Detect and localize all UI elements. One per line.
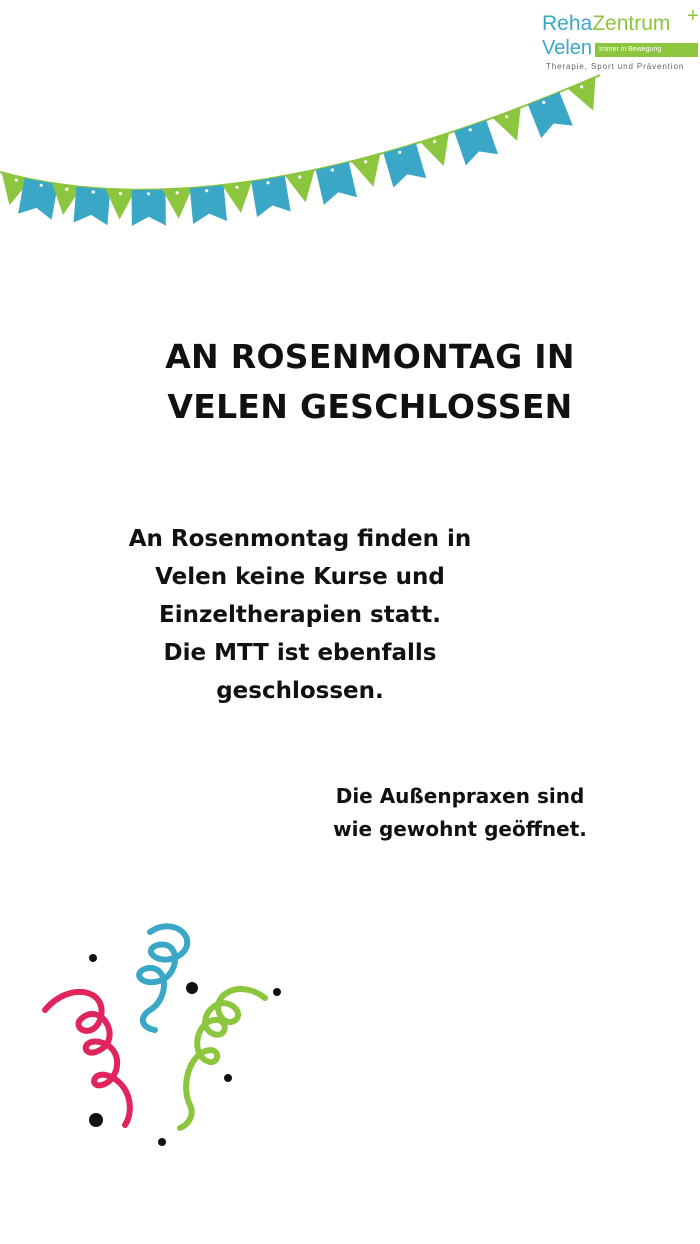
flag-ring <box>505 115 508 118</box>
outposts-line: Die Außenpraxen sind <box>335 784 585 808</box>
confetti-dot <box>273 988 281 996</box>
notice-line: Velen keine Kurse und <box>155 564 445 590</box>
bunting-garland-icon <box>0 70 700 260</box>
green-streamer <box>180 989 265 1128</box>
page-title <box>100 332 640 432</box>
title-line-2: VELEN GESCHLOSSEN <box>167 387 573 426</box>
flag-ring <box>235 186 238 189</box>
flag-ring <box>92 190 95 193</box>
flag-ring <box>398 151 401 154</box>
notice-line: Einzeltherapien statt. <box>159 602 441 628</box>
notice-line: Die MTT ist ebenfalls <box>163 640 437 666</box>
flag-ring <box>298 175 301 178</box>
confetti-dot <box>89 954 97 962</box>
rehazentrum-logo <box>540 6 700 76</box>
flag-ring <box>266 181 269 184</box>
blue-streamer <box>139 926 187 1030</box>
flag-ring <box>40 184 43 187</box>
bunting-flag <box>454 120 498 165</box>
bunting-flag <box>568 77 607 116</box>
flag-ring <box>15 179 18 182</box>
bunting-flag <box>222 181 256 215</box>
bunting-flag <box>285 170 320 205</box>
title-line-1: AN ROSENMONTAG IN <box>165 337 575 376</box>
logo-wordmark <box>542 12 670 36</box>
confetti-dot <box>224 1074 232 1082</box>
logo-velen: Velen <box>542 37 593 59</box>
bunting-flag <box>420 133 458 171</box>
flag-ring <box>147 192 150 195</box>
outposts-notice <box>290 780 630 846</box>
logo-reha: Reha <box>542 12 593 35</box>
confetti-dot <box>158 1138 166 1146</box>
bunting-flag <box>528 92 573 138</box>
confetti-dot <box>89 1113 103 1127</box>
flag-ring <box>65 188 68 191</box>
flag-ring <box>331 168 334 171</box>
confetti-streamers-icon <box>30 910 300 1160</box>
flag-ring <box>176 191 179 194</box>
flag-ring <box>580 85 583 88</box>
pink-streamer <box>45 992 130 1125</box>
flag-ring <box>542 101 545 104</box>
bunting-flag <box>190 185 227 224</box>
flag-ring <box>364 160 367 163</box>
logo-badge: Immer in Bewegung <box>595 43 698 57</box>
bunting-flag <box>251 176 290 217</box>
confetti-dot <box>186 982 198 994</box>
flag-ring <box>469 128 472 131</box>
flag-ring <box>119 192 122 195</box>
outposts-line: wie gewohnt geöffnet. <box>333 817 587 841</box>
bunting-flag <box>493 107 532 146</box>
flag-ring <box>205 189 208 192</box>
notice-line: geschlossen. <box>216 678 384 704</box>
bunting-flag <box>316 162 357 205</box>
logo-zentrum: Zentrum <box>592 12 671 35</box>
bunting-flag <box>18 178 58 219</box>
garland-flags <box>0 77 607 226</box>
logo-tagline: Therapie, Sport und Prävention <box>546 62 685 71</box>
flag-ring <box>433 140 436 143</box>
closure-notice <box>60 520 540 710</box>
notice-line: An Rosenmontag finden in <box>128 526 472 552</box>
plus-icon: + <box>687 5 699 27</box>
